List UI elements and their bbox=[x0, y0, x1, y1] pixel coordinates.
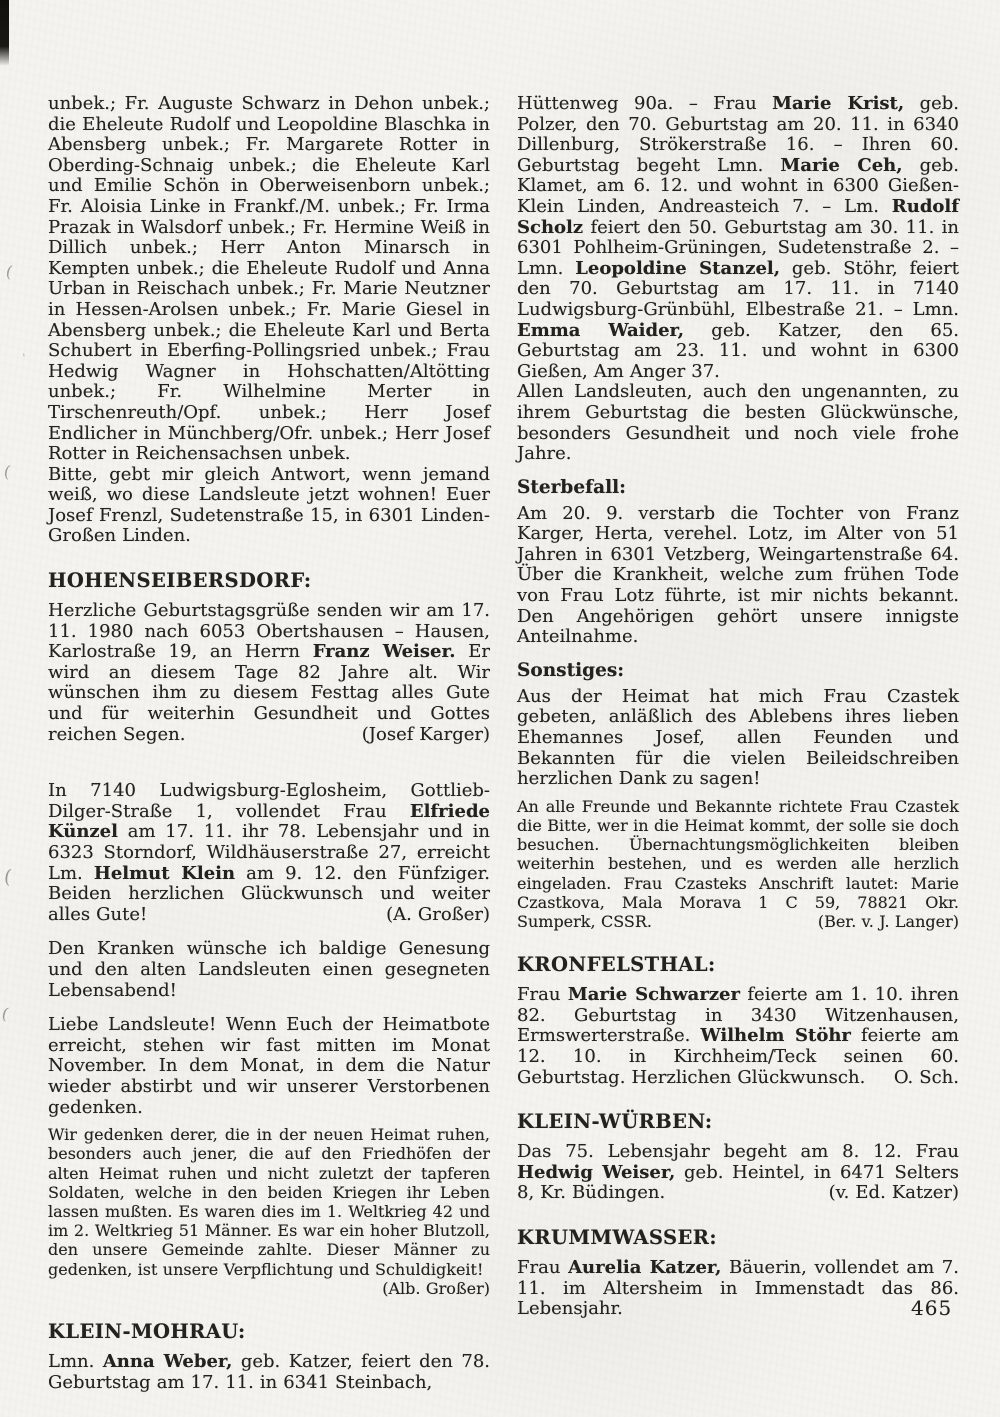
paragraph-text: am 9. 12. den Fünfziger. Beiden herzlichen Glückwunsch und weiter alles Gute! bbox=[48, 862, 491, 925]
paragraph bbox=[517, 797, 959, 931]
paragraph-text: unbek.; Fr. Auguste Schwarz in Dehon unbek.; die Eheleute Rudolf und Leopoldine Blaschka in Abensberg unbek.; Fr. Margarete Rotter in Oberding-Schnaig unbek.; die Eheleute Karl und Emilie Schön in Oberweisenborn unbek.; Fr. Aloisia Linke in Frankf./M. unbek.; Fr. Irma Prazak in Walsdorf unbek.; Fr. Hermine Weiß in Dillich unbek.; Herr Anton Minarsch in Kempten unbek.; die Eheleute Rudolf und Anna Urban in Reischach unbek.; Fr. Marie Neutzner in Hessen-Arolsen unbek.; Fr. Marie Giesel in Abensberg unbek.; die Eheleute Karl und Berta Schubert in Eberfing-Pollingsried unbek.; Frau Hedwig Wagner in Hohschatten/Altötting unbek.; Fr. Wilhelmine Merter in Tirschenreuth/Opf. unbek.; Herr Josef Endlicher in Münchberg/Ofr. unbek.; Herr Josef Rotter in Reichensachsen unbek. bbox=[48, 93, 490, 465]
section-heading: KRONFELSTHAL: bbox=[517, 953, 716, 977]
paragraph bbox=[517, 687, 959, 790]
left-column bbox=[48, 94, 490, 1393]
paragraph bbox=[48, 939, 490, 1001]
paragraph-text: feiert den 50. Geburtstag am 30. 11. in 6301 Pohlheim-Grüningen, Sudetenstraße 2. – Lmn. bbox=[517, 216, 959, 279]
paragraph bbox=[48, 1125, 490, 1298]
paragraph bbox=[517, 504, 959, 648]
signature: (Ber. v. J. Langer) bbox=[817, 912, 959, 932]
section-heading: Sonstiges: bbox=[517, 659, 625, 681]
person-name: Franz Weiser. bbox=[312, 641, 456, 663]
paragraph-text: Frau bbox=[517, 984, 568, 1006]
paragraph-text: An alle Freunde und Bekannte richtete Frau Czastek die Bitte, wer in die Heimat kommt, der solle sie doch besuchen. Übernachtungsmöglichkeiten bleiben weiterhin bestehen, und es werden alle herzlich eingeladen. Frau Czasteks Anschrift lautet: Marie Czastkova, Mala Morava 1 C 59, 78821 Okr. Sumperk, CSSR. bbox=[517, 796, 959, 932]
paragraph-text: Am 20. 9. verstarb die Tochter von Franz Karger, Herta, verehel. Lotz, im Alter von 51 Jahren in 6301 Vetzberg, Weingartenstraße 64. Über die Krankheit, welche zum frühen Tode von Frau Lotz führte, ist mir nichts bekannt. Den Angehörigen gehört unsere innigste Anteilnahme. bbox=[517, 502, 959, 648]
paragraph-text: Wir gedenken derer, die in der neuen Heimat ruhen, besonders auch jener, die auf den Friedhöfen der alten Heimat ruhen und nicht zuletzt der tapferen Soldaten, welche in den beiden Kriegen ihr Leben lassen mußten. Es waren dies im 1. Weltkrieg 42 und im 2. Weltkrieg 51 Männer. Es war ein hoher Blutzoll, den unsere Gemeinde zahlte. Dieser Männer zu gedenken, ist unsere Verpflichtung und Schuldigkeit! bbox=[48, 1125, 490, 1279]
paragraph-text: Frau bbox=[517, 1256, 569, 1278]
scan-edge-artifact bbox=[0, 0, 9, 66]
section-heading: KRUMMWASSER: bbox=[517, 1225, 717, 1249]
paragraph bbox=[48, 601, 490, 745]
paragraph bbox=[517, 94, 959, 382]
scan-mark: ( bbox=[2, 865, 13, 889]
paragraph bbox=[517, 1142, 959, 1204]
person-name: Marie Krist, bbox=[772, 93, 905, 114]
paragraph-text: Aus der Heimat hat mich Frau Czastek gebeten, anläßlich des Ablebens ihres lieben Ehemannes Josef, allen Feunden und Bekannten für die vielen Beileidschreiben herzlichen Dank zu sagen! bbox=[517, 685, 959, 790]
person-name: Marie Schwarzer bbox=[567, 984, 740, 1006]
paragraph-text: Den Kranken wünsche ich baldige Genesung und den alten Landsleuten einen gesegneten Lebensabend! bbox=[48, 938, 490, 1001]
paragraph-text: am 17. 11. ihr 78. Lebensjahr und in 6323 Storndorf, Wildhäuserstraße 27, erreicht Lm. bbox=[48, 821, 490, 884]
section-heading: KLEIN-WÜRBEN: bbox=[517, 1110, 713, 1134]
paragraph-text: In 7140 Ludwigsburg-Eglosheim, Gottlieb-Dilger-Straße 1, vollendet Frau bbox=[48, 780, 490, 822]
person-name: Rudolf Scholz bbox=[517, 195, 959, 238]
paragraph-text: Bitte, gebt mir gleich Antwort, wenn jemand weiß, wo diese Landsleute jetzt wohnen! Euer Josef Frenzl, Sudetenstraße 15, in 6301 Linden-Großen Linden. bbox=[48, 463, 490, 547]
paragraph-text: geb. Katzer, den 65. Geburtstag am 23. 11. und wohnt in 6300 Gießen, Am Anger 37. bbox=[517, 319, 960, 382]
person-name: Anna Weber, bbox=[102, 1350, 233, 1372]
paragraph-text: geb. Klamet, am 6. 12. und wohnt in 6300 Gießen-Klein Linden, Andreasteich 7. – Lm. bbox=[517, 154, 959, 217]
paragraph-text: feierte am 12. 10. in Kirchheim/Teck seinen 60. Geburtstag. Herzlichen Glückwunsch. bbox=[517, 1025, 959, 1088]
right-column bbox=[517, 94, 959, 1320]
paragraph bbox=[517, 382, 959, 464]
person-name: Aurelia Katzer, bbox=[568, 1256, 722, 1278]
paragraph bbox=[517, 1258, 959, 1320]
person-name: Marie Ceh, bbox=[780, 154, 903, 176]
paragraph bbox=[48, 781, 490, 925]
person-name: Helmut Klein bbox=[93, 862, 236, 884]
paragraph bbox=[48, 465, 490, 547]
section-heading: KLEIN-MOHRAU: bbox=[48, 1319, 246, 1343]
paragraph-text: geb. Stöhr, feiert den 70. Geburtstag am 17. 11. in 7140 Ludwigsburg-Grünbühl, Elbestraße 21. – Lmn. bbox=[517, 257, 960, 320]
signature: O. Sch. bbox=[893, 1066, 959, 1088]
person-name: Elfriede Künzel bbox=[48, 800, 490, 843]
paragraph-text: Das 75. Lebensjahr begeht am 8. 12. Frau bbox=[517, 1141, 959, 1163]
person-name: Emma Waider, bbox=[517, 319, 684, 341]
signature: (v. Ed. Katzer) bbox=[828, 1182, 959, 1204]
scan-mark: ( bbox=[2, 461, 12, 482]
paragraph-text: feierte am 1. 10. ihren 82. Geburtstag in 3430 Witzenhausen, Ermswerterstraße. bbox=[517, 984, 959, 1047]
paragraph-text: Er wird an diesem Tage 82 Jahre alt. Wir wünschen ihm zu diesem Festtag alles Gute und für weiterhin Gesundheit und Gottes reichen Segen. bbox=[48, 641, 490, 745]
signature: (Alb. Großer) bbox=[382, 1278, 490, 1298]
scan-mark: ( bbox=[0, 1003, 11, 1024]
paragraph-text: Lmn. bbox=[48, 1350, 103, 1372]
paragraph bbox=[48, 1015, 490, 1118]
section-heading: HOHENSEIBERSDORF: bbox=[48, 569, 312, 593]
person-name: Leopoldine Stanzel, bbox=[575, 257, 781, 279]
paragraph bbox=[48, 1352, 490, 1393]
scan-mark: - bbox=[17, 351, 32, 358]
paragraph bbox=[48, 94, 490, 465]
paragraph-text: geb. Polzer, den 70. Geburtstag am 20. 11. in 6340 Dillenburg, Strökerstraße 16. – Ihren 60. Geburtstag begeht Lmn. bbox=[517, 93, 959, 176]
paragraph-text: Bäuerin, vollendet am 7. 11. im Altersheim in Immenstadt das 86. Lebensjahr. bbox=[517, 1256, 959, 1320]
signature: (Josef Karger) bbox=[361, 723, 490, 745]
paragraph-text: Hüttenweg 90a. – Frau bbox=[517, 93, 773, 114]
paragraph bbox=[517, 985, 959, 1088]
person-name: Hedwig Weiser, bbox=[517, 1161, 676, 1183]
paragraph-text: Liebe Landsleute! Wenn Euch der Heimatbote erreicht, stehen wir fast mitten im Monat November. In dem Monat, in dem die Natur wieder abstirbt und wir unserer Verstorbenen gedenken. bbox=[48, 1014, 490, 1118]
page-number: 465 bbox=[911, 1296, 953, 1320]
scan-mark: ( bbox=[4, 261, 15, 282]
paragraph-text: geb. Katzer, feiert den 78. Geburtstag am 17. 11. in 6341 Steinbach, bbox=[48, 1350, 490, 1393]
paragraph-text: Allen Landsleuten, auch den ungenannten, zu ihrem Geburtstag die besten Glückwünsche, besonders Gesundheit und noch viele frohe Jahre. bbox=[517, 381, 959, 465]
paragraph-text: geb. Heintel, in 6471 Selters 8, Kr. Büdingen. bbox=[517, 1161, 959, 1204]
person-name: Wilhelm Stöhr bbox=[700, 1025, 851, 1047]
section-heading: Sterbefall: bbox=[517, 476, 626, 498]
signature: (A. Großer) bbox=[386, 903, 490, 925]
paragraph-text: Herzliche Geburtstagsgrüße senden wir am 17. 11. 1980 nach 6053 Obertshausen – Hausen, Karlostraße 19, an Herrn bbox=[48, 600, 490, 663]
